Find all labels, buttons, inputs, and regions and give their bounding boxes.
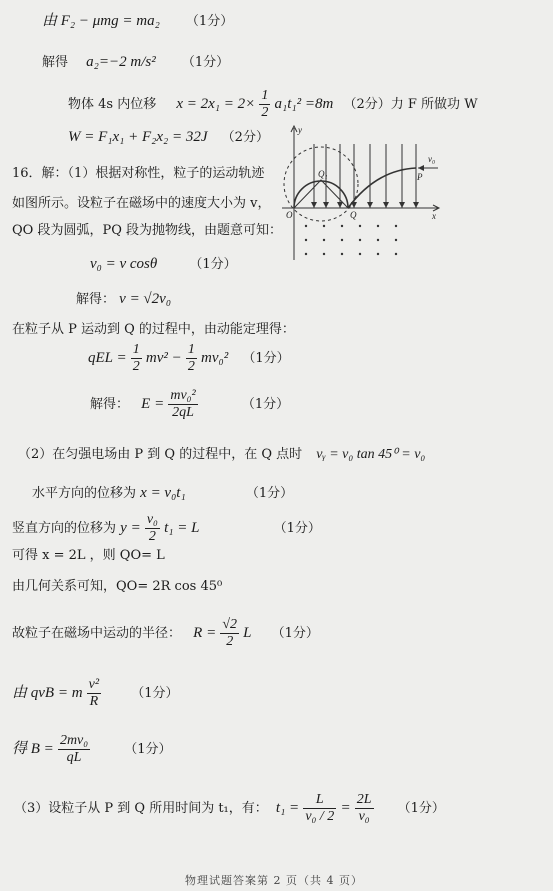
fraction: $\frac{\text{2mv₀}}{qL}$ <box>59 733 89 766</box>
label: 解得： <box>76 292 116 307</box>
q16-line-b: 如图所示。设粒子在磁场中的速度大小为 v， <box>12 196 271 211</box>
equation: v₀ = v cosθ <box>90 256 158 272</box>
q16-line-a: 16．解：（1）根据对称性，粒子的运动轨迹 <box>12 166 265 181</box>
text: 物体 4s 内位移 <box>68 97 157 113</box>
score: （1分） <box>273 521 321 537</box>
q-label: Q <box>350 210 357 220</box>
equation: R = <box>193 625 217 642</box>
line-2 <box>42 55 229 70</box>
equation: E = <box>141 396 165 413</box>
x-label: x <box>432 211 436 221</box>
text: 竖直方向的位移为 <box>12 521 117 537</box>
equation: a₁t₁² =8m <box>274 96 334 113</box>
score: （1分） <box>271 626 319 642</box>
score: （1分） <box>245 486 294 501</box>
fraction: $\frac{\text{v₀}}{2}$ <box>146 512 158 545</box>
q16-line-f: 在粒子从 P 运动到 Q 的过程中，由动能定理得： <box>12 322 295 337</box>
q16-part3-line <box>14 792 445 825</box>
score: （1分） <box>185 14 234 29</box>
text: （2）在匀强电场由 P 到 Q 的过程中，在 Q 点时 <box>18 447 303 462</box>
q16-line-c: QO 段为圆弧，PQ 段为抛物线，由题意可知： <box>12 223 282 238</box>
score: （2分）力 F 所做功 W <box>343 97 478 113</box>
q16-line-h <box>90 388 289 421</box>
q16-part2-line-g <box>12 677 179 710</box>
dots <box>305 225 397 255</box>
page-footer: 物理试题答案第 2 页（共 4 页） <box>185 874 363 887</box>
p-label: P <box>417 172 423 182</box>
equation: y = <box>120 520 141 537</box>
equation: t₁ = <box>275 800 300 817</box>
equation: x = v₀t₁ <box>140 485 186 501</box>
score: （1分） <box>181 55 230 70</box>
equation: = <box>340 800 351 817</box>
fraction: $\frac{L}{\text{v₀ / 2}}$ <box>305 792 335 825</box>
q16-line-g <box>88 342 290 375</box>
equation: v = √2v₀ <box>119 291 172 307</box>
fraction: $\frac{\text{mv₀²}}{2qL}$ <box>170 388 196 421</box>
label: 解得： <box>90 397 130 413</box>
score: （1分） <box>397 801 445 817</box>
fraction: $\frac{1}{2}$ <box>132 342 140 375</box>
score: （1分） <box>241 397 290 413</box>
trajectory-figure <box>278 122 444 262</box>
score: （2分） <box>221 130 269 145</box>
score: （1分） <box>124 742 172 758</box>
q16-line-d <box>90 257 237 272</box>
equation: qEL = <box>88 350 127 367</box>
q16-part2-line-c <box>12 512 321 545</box>
q16-part2-line-a <box>18 448 425 462</box>
fraction: $\frac{√2}{2}$ <box>222 617 238 650</box>
text: （3）设粒子从 P 到 Q 所用时间为 t₁，有： <box>14 801 268 817</box>
equation: mv² − <box>145 350 182 367</box>
v0-label: v₀ <box>428 154 436 164</box>
equation: 由 F₂ − μmg = ma₂ <box>42 13 160 29</box>
q16-part2-line-b <box>32 486 293 501</box>
score: （1分） <box>242 351 290 367</box>
line-3 <box>68 88 478 121</box>
score: （1分） <box>189 257 237 272</box>
equation: mv₀² <box>201 350 229 367</box>
line-1 <box>42 14 233 29</box>
equation: vᵧ = v₀ tan 45⁰ = v₀ <box>316 447 426 462</box>
score: （1分） <box>131 686 179 702</box>
fraction: $\frac{\text{v²}}{R}$ <box>88 677 100 710</box>
text: 故粒子在磁场中运动的半径： <box>12 626 182 642</box>
equation: W = F₁x₁ + F₂x₂ = 32J <box>68 129 208 145</box>
fraction: $\frac{1}{2}$ <box>261 88 269 121</box>
q16-part2-line-d: 可得 x = 2L ，则 QO= L <box>12 548 165 563</box>
equation: 得 B = <box>12 741 54 758</box>
y-label: y <box>298 125 302 135</box>
fraction: $\frac{1}{2}$ <box>187 342 195 375</box>
parabola-trajectory <box>348 168 416 208</box>
text: 水平方向的位移为 <box>32 486 137 501</box>
equation: x = 2x₁ = 2× <box>176 96 256 113</box>
line-4 <box>68 130 269 145</box>
q16-part2-line-f <box>12 617 319 650</box>
equation: L <box>243 625 252 642</box>
o-label: O <box>286 210 293 220</box>
equation: a₂=−2 m/s² <box>86 54 156 70</box>
q16-line-e <box>76 292 171 307</box>
q1-label: Q₁ <box>318 169 328 179</box>
fraction: $\frac{2L}{\text{v₀}}$ <box>356 792 372 825</box>
dashed-circle <box>284 147 358 221</box>
q16-part2-line-e: 由几何关系可知，QO= 2R cos 45⁰ <box>12 579 223 594</box>
q16-part2-line-h <box>12 733 172 766</box>
equation: 由 qvB = m <box>12 685 83 702</box>
equation: t₁ = L <box>164 520 200 537</box>
label: 解得 <box>42 55 69 70</box>
